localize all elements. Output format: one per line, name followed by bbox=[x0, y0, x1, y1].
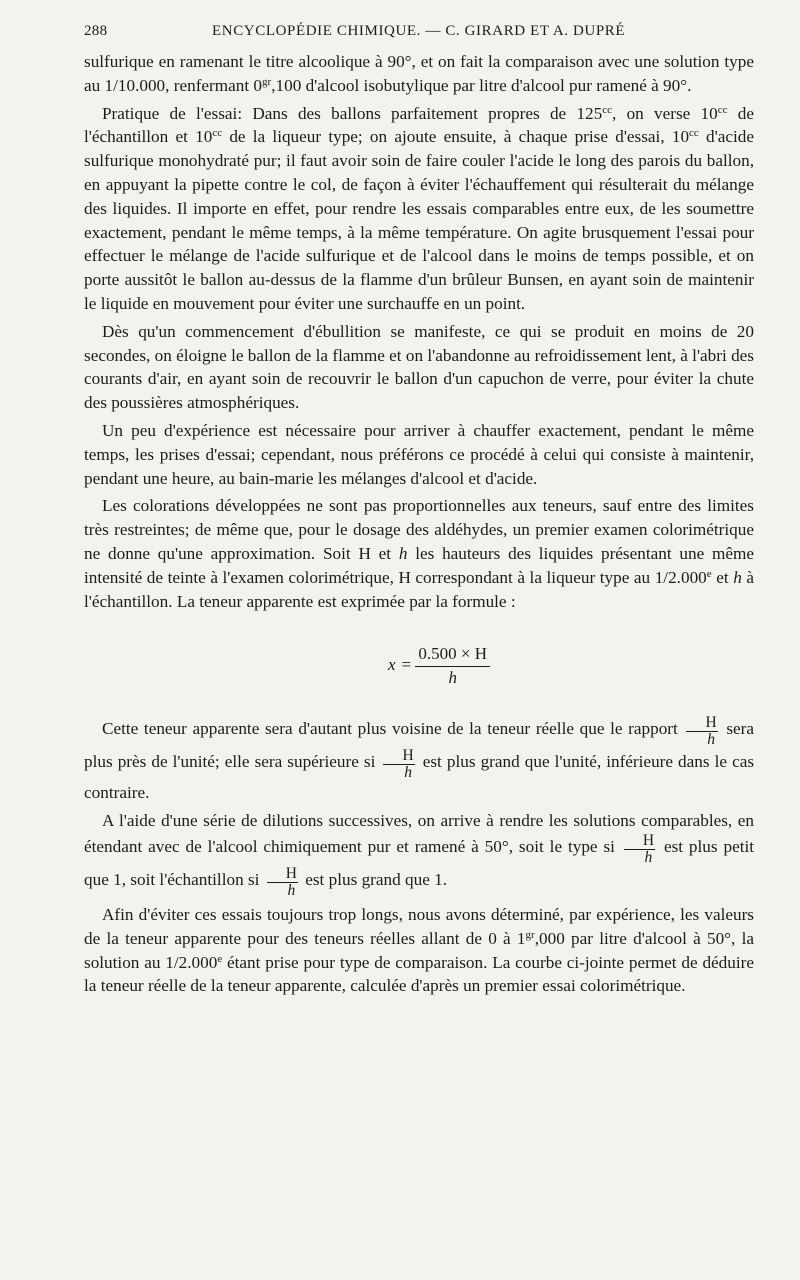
paragraph-6-part-a: Cette teneur apparente sera d'autant plus voisine de la teneur réelle que le rapport bbox=[102, 719, 678, 739]
fraction-H-over-h bbox=[267, 866, 298, 899]
variable-h: h bbox=[733, 567, 742, 587]
paragraph-8-part-c: étant prise pour type de comparaison. La courbe ci-jointe permet de déduire la teneur réelle de la teneur apparente, calculée d'après un premier essai colorimétrique. bbox=[84, 952, 754, 996]
paragraph-5-part-c: et bbox=[711, 567, 734, 587]
running-header bbox=[84, 20, 754, 50]
formula-denominator: h bbox=[448, 668, 457, 688]
fraction-numerator: H bbox=[267, 866, 298, 883]
paragraph-2-part-d: de la liqueur type; on ajoute ensuite, à chaque prise d'essai, 10 bbox=[222, 127, 690, 147]
paragraph-2-part-b: , on verse 10 bbox=[612, 103, 718, 123]
unit-gram: gr bbox=[262, 75, 272, 88]
paragraph-7-part-b: est plus petit que 1, soit l'échantillon si bbox=[84, 836, 755, 889]
paragraph-6-part-c: est plus grand que l'unité, inférieure dans le cas contraire. bbox=[84, 752, 755, 803]
formula bbox=[84, 643, 754, 689]
fraction-H-over-h bbox=[686, 715, 717, 748]
ordinal-e: e bbox=[217, 952, 223, 965]
page-number: 288 bbox=[84, 23, 108, 39]
paragraph-7 bbox=[84, 809, 754, 899]
unit-cc: cc bbox=[717, 103, 728, 116]
fraction-denominator: h bbox=[644, 848, 653, 866]
fraction-denominator: h bbox=[707, 731, 715, 749]
paragraph-7-part-a: A l'aide d'une série de dilutions successives, on arrive à rendre les solutions comparables, en étendant avec de l'alcool chimiquement pur et ramené à 50°, soit le type si bbox=[84, 811, 754, 856]
formula-lhs: x bbox=[387, 655, 396, 675]
paragraph-2-part-c: de l'échantillon et 10 bbox=[84, 103, 754, 147]
paragraph-4: Un peu d'expérience est nécessaire pour arriver à chauffer exactement, pendant le même temps, les prises d'essai; cependant, nous préférons ce procédé à celui qui consiste à maintenir, pendant une heure, au bain-marie les mélanges d'alcool et d'acide. bbox=[84, 420, 754, 488]
paragraph-8 bbox=[84, 903, 754, 998]
paragraph-7-part-c: est plus grand que 1. bbox=[305, 869, 448, 889]
fraction-denominator: h bbox=[287, 881, 296, 899]
header-title: ENCYCLOPÉDIE CHIMIQUE. — C. GIRARD ET A. DUPRÉ bbox=[212, 23, 626, 39]
fraction-denominator: h bbox=[404, 764, 412, 782]
paragraph-8-part-b: ,000 par litre d'alcool à 50°, la solution au 1/2.000 bbox=[84, 928, 755, 972]
formula-fraction bbox=[415, 643, 490, 689]
paragraph-5-part-a: Les colorations développées ne sont pas proportionnelles aux teneurs, sauf entre des limites très restreintes; de même que, pour le dosage des aldéhydes, un premier examen colorimétrique ne donne qu'une approximation. Soit H et bbox=[84, 496, 754, 563]
paragraph-8-part-a: Afin d'éviter ces essais toujours trop longs, nous avons déterminé, par expérience, les valeurs de la teneur apparente pour des teneurs réelles allant de 0 à 1 bbox=[84, 904, 754, 948]
ordinal-e: e bbox=[706, 567, 712, 580]
formula-numerator: 0.500 × H bbox=[415, 643, 490, 667]
paragraph-6-part-b: sera plus près de l'unité; elle sera supérieure si bbox=[84, 719, 755, 772]
paragraph-1-text: sulfurique en ramenant le titre alcoolique à 90°, et on fait la comparaison avec une solution type au 1/10.000, renfermant 0 bbox=[84, 52, 754, 95]
body-text bbox=[84, 50, 754, 998]
paragraph-1 bbox=[84, 50, 754, 98]
paragraph-1-text-end: ,100 d'alcool isobutylique par litre d'alcool pur ramené à 90°. bbox=[271, 75, 692, 95]
fraction-numerator: H bbox=[624, 833, 655, 850]
unit-cc: cc bbox=[689, 127, 699, 140]
fraction-H-over-h bbox=[624, 833, 655, 866]
variable-h: h bbox=[398, 543, 408, 563]
paragraph-6 bbox=[84, 715, 754, 805]
formula-equals: = bbox=[401, 655, 412, 675]
unit-cc: cc bbox=[212, 127, 223, 140]
paragraph-2 bbox=[84, 102, 754, 316]
paragraph-5-part-d: à l'échantillon. La teneur apparente est exprimée par la formule : bbox=[84, 567, 754, 611]
fraction-H-over-h bbox=[383, 748, 414, 781]
paragraph-3: Dès qu'un commencement d'ébullition se manifeste, ce qui se produit en moins de 20 secondes, on éloigne le ballon de la flamme et on l'abandonne au refroidissement lent, à l'abri des courants d'air, en ayant soin de recouvrir le ballon d'un capuchon de verre, pour éviter la chute des poussières atmosphériques. bbox=[84, 321, 754, 413]
paragraph-2-part-e: d'acide sulfurique monohydraté pur; il faut avoir soin de faire couler l'acide le long des parois du ballon, en appuyant la pipette contre le col, de façon à éviter l'échauffement qui résulterait du mélange des liquides. Il importe en effet, pour rendre les essais comparables entre eux, de les soumettre exactement, pendant le même temps, à la même température. On agite brusquement l'essai pour effectuer le mélange de l'acide sulfurique et de l'alcool dans le moins de temps possible, et on porte aussitôt le ballon au-dessus de la flamme d'un brûleur Bunsen, en ayant soin de maintenir le liquide en mouvement pour éviter une surchauffe en un point. bbox=[84, 127, 754, 313]
paragraph-5 bbox=[84, 494, 754, 613]
paragraph-5-part-b: les hauteurs des liquides présentant une même intensité de teinte à l'examen colorimétrique, H correspondant à la liqueur type au 1/2.000 bbox=[84, 543, 754, 587]
fraction-numerator: H bbox=[383, 748, 414, 765]
unit-cc: cc bbox=[602, 103, 612, 116]
unit-gram: gr bbox=[525, 928, 535, 941]
paragraph-2-part-a: Pratique de l'essai: Dans des ballons parfaitement propres de 125 bbox=[102, 103, 603, 123]
fraction-numerator: H bbox=[686, 715, 717, 732]
